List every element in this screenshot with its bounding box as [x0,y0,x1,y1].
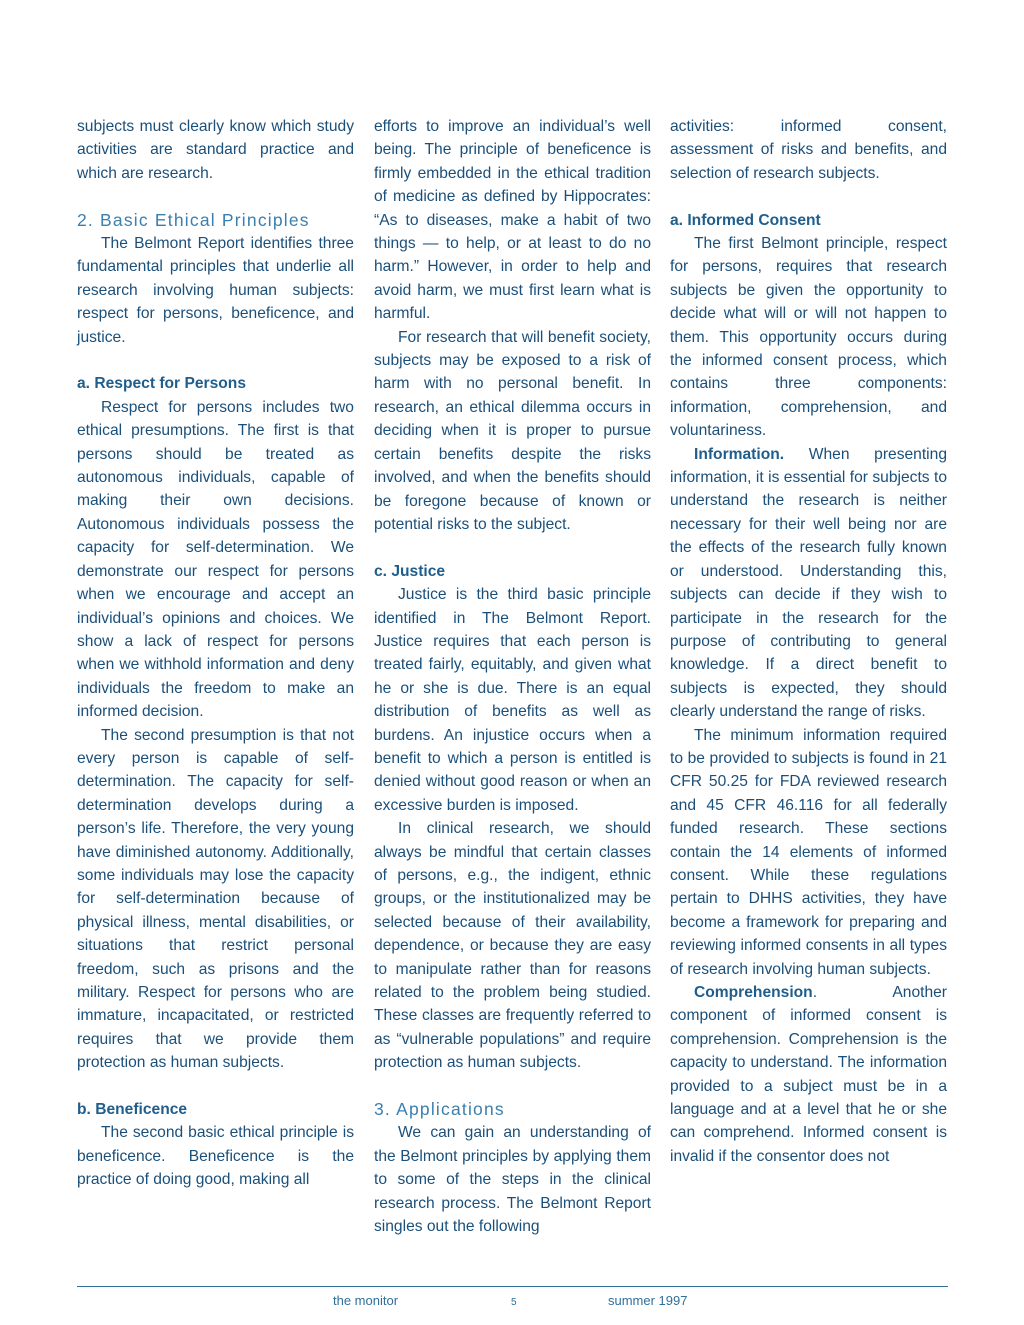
run-in-heading: Information. [694,445,785,463]
subsection-heading: c. Justice [374,562,446,580]
paragraph: We can gain an understanding of the Belmont principles by applying them to some of the steps in the clinical research process. The Belmont Report singles out the following [374,1124,651,1236]
subsection-heading: a. Informed Consent [670,211,821,229]
paragraph: For research that will benefit society, subjects may be exposed to a risk of harm with no personal benefit. In research, an ethical dilemma occurs in deciding when it is proper to pursue certain benefits despite the risks involved, and when the benefits should be foregone because of known or potential risks to the subject. [374,328,651,533]
paragraph: Respect for persons includes two ethical presumptions. The first is that persons should be treated as autonomous individuals, capable of making their own decisions. Autonomous individuals possess the capacity for self-determination. We demonstrate our respect for persons when we encourage and accept an individual’s opinions and choices. We show a lack of respect for persons when we withhold information and deny individuals the freedom to make an informed decision. [77,398,354,721]
run-in-heading: Comprehension [694,984,813,1002]
paragraph-text: . Another component of informed consent is comprehension. Comprehension is the capacity to understand. The information provided to a subject must be in a language and at a level that he or she can comprehend. Informed consent is invalid if the consentor does not [670,984,947,1165]
paragraph: The first Belmont principle, respect for persons, requires that research subjects be given the opportunity to decide what will or will not happen to them. This opportunity occurs during the informed consent process, which contains three components: information, comprehension, and voluntariness. [670,235,947,440]
section-heading: 3. Applications [374,1099,505,1120]
subsection-heading: b. Beneficence [77,1101,188,1119]
paragraph: The minimum information required to be provided to subjects is found in 21 CFR 50.25 for FDA reviewed research and 45 CFR 46.116 for all federally funded research. These sections contain the 14 elements of informed consent. While these regulations pertain to DHHS activities, they have become a framework for preparing and reviewing informed consents in all types of research involving human subjects. [670,726,947,978]
section-heading: 2. Basic Ethical Principles [77,209,310,230]
paragraph [670,443,947,724]
column-2 [374,115,651,1238]
column-1 [77,115,354,1192]
paragraph: efforts to improve an individual’s well being. The principle of beneficence is firmly embedded in the ethical tradition of medicine as defined by Hippocrates: “As to diseases, make a habit of two things — to help, or at least to do no harm.” However, in order to help and avoid harm, we must first learn what is harmful. [374,118,651,323]
footer-page-number: 5 [511,1297,517,1308]
subsection-heading: a. Respect for Persons [77,375,246,393]
footer-publication: the monitor [333,1293,399,1308]
paragraph: The Belmont Report identifies three fundamental principles that underlie all research involving human subjects: respect for persons, beneficence, and justice. [77,235,354,346]
paragraph: In clinical research, we should always be mindful that certain classes of persons, e.g., the indigent, ethnic groups, or the institutionalized may be selected because of their availability, dependence, or because they are easy to manipulate rather than for reasons related to the problem being studied. These classes are frequently referred to as “vulnerable populations” and require protection as human subjects. [374,820,651,1072]
paragraph: subjects must clearly know which study activities are standard practice and which are research. [77,118,354,182]
paragraph: The second presumption is that not every person is capable of self-determination. The capacity for self-determination develops during a person’s life. Therefore, the very young have diminished autonomy. Additionally, some individuals may lose the capacity for self-determination because of physical illness, mental disabilities, or situations that restrict personal freedom, such as prisons and the military. Respect for persons who are immature, incapacitated, or restricted requires that we provide them protection as human subjects. [77,726,354,1072]
column-3 [670,115,947,1168]
footer-divider [77,1286,948,1287]
paragraph [670,981,947,1168]
paragraph-text: When presenting information, it is essential for subjects to understand the research is neither necessary for their well being nor are the effects of the research fully known or understood. Understanding this, subjects can decide if they wish to participate in the research for the purpose of contributing to general knowledge. If a direct benefit to subjects is expected, they should clearly understand the range of risks. [670,445,947,721]
paragraph: Justice is the third basic principle identified in The Belmont Report. Justice requires that each person is treated fairly, equitably, and given what he or she is due. There is an equal distribution of benefits as well as burdens. An injustice occurs when a benefit to which a person is entitled is denied without good reason or when an excessive burden is imposed. [374,586,651,814]
paragraph: activities: informed consent, assessment of risks and benefits, and selection of research subjects. [670,118,947,182]
footer-issue-date: summer 1997 [608,1293,688,1308]
paragraph: The second basic ethical principle is beneficence. Beneficence is the practice of doing good, making all [77,1124,354,1189]
